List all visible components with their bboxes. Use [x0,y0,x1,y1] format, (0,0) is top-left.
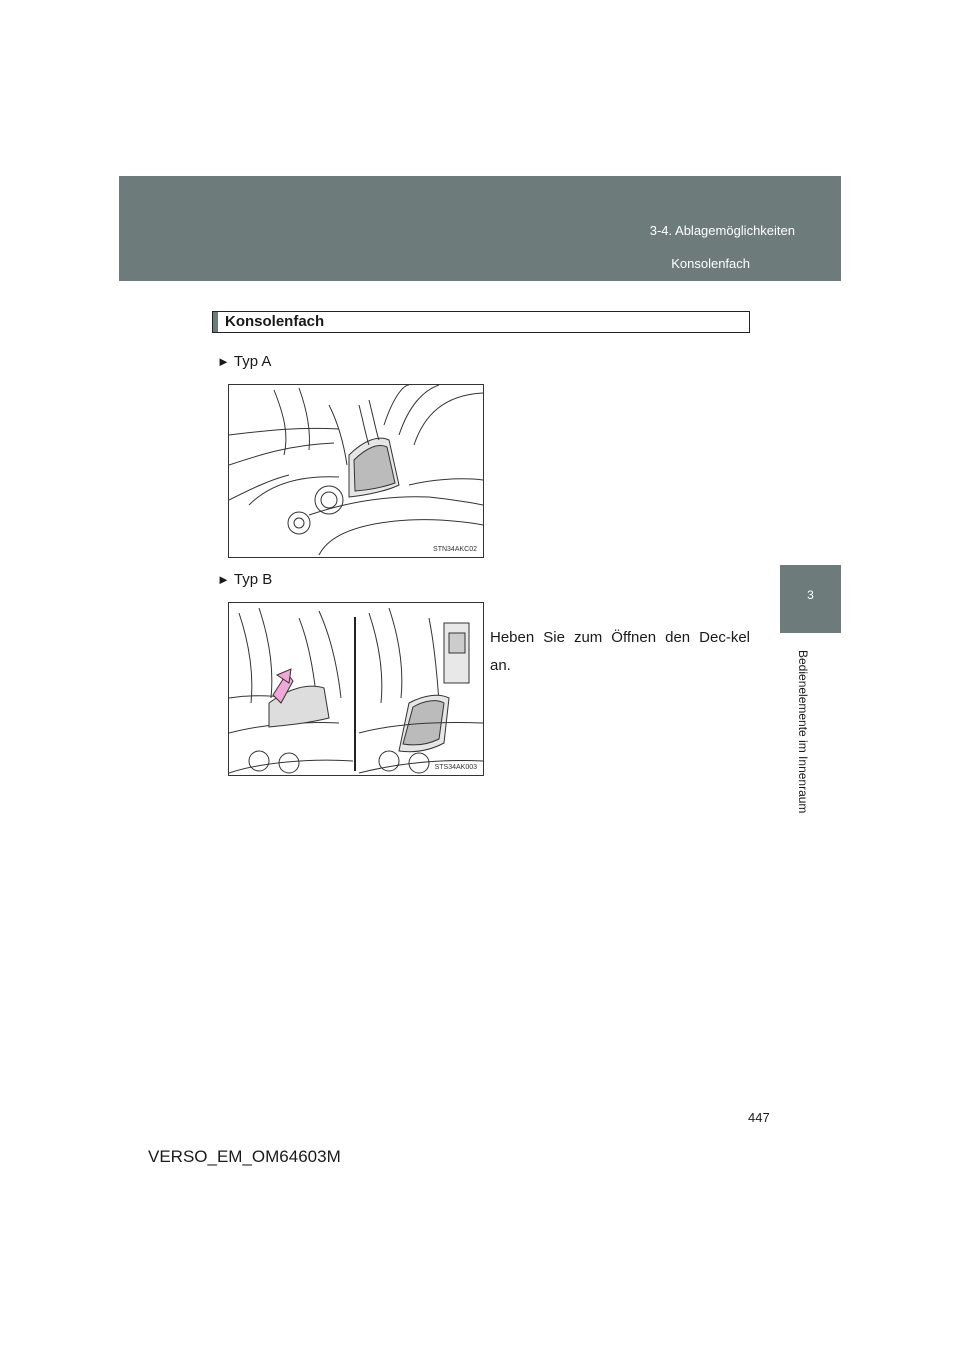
header-subsection-title: Konsolenfach [671,256,750,271]
figure-type-a [228,384,484,558]
page-number: 447 [748,1110,770,1125]
triangle-bullet-icon: ► [217,572,230,587]
figure-code-type-b: STS34AK003 [434,764,477,771]
console-type-b-illustration [229,603,483,775]
header-section-title: 3-4. Ablagemöglichkeiten [649,223,795,238]
triangle-bullet-icon: ► [217,354,230,369]
type-b-label: ► Typ B [217,571,273,588]
instruction-text: Heben Sie zum Öffnen den Dec-kel an. [490,629,750,674]
section-heading: Konsolenfach [212,311,750,333]
figure-type-b [228,602,484,776]
figure-code-type-a: STN34AKC02 [433,546,477,553]
console-type-a-illustration [229,385,483,557]
document-code: VERSO_EM_OM64603M [148,1147,341,1166]
header-band [119,176,841,281]
chapter-tab[interactable] [780,565,841,633]
chapter-tab-label: Bedienelemente im Innenraum [796,650,810,814]
type-a-label: ► Typ A [217,353,272,370]
chapter-tab-number: 3 [807,588,814,602]
